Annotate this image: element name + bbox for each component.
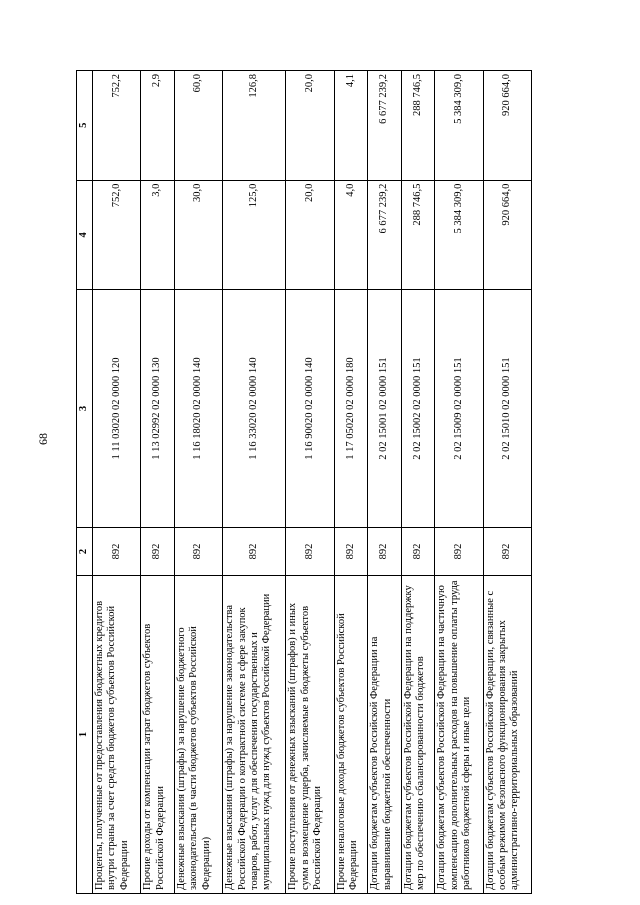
table-row bbox=[286, 71, 334, 894]
amount-col4-cell: 3,0 bbox=[141, 180, 174, 290]
classification-code-cell: 1 11 03020 02 0000 120 bbox=[93, 290, 141, 528]
amount-col4-cell: 20,0 bbox=[286, 180, 334, 290]
classification-code-cell: 2 02 15002 02 0000 151 bbox=[401, 290, 434, 528]
admin-code-cell: 892 bbox=[334, 527, 367, 575]
admin-code-cell: 892 bbox=[141, 527, 174, 575]
table-row bbox=[174, 71, 222, 894]
amount-col5-cell: 20,0 bbox=[286, 71, 334, 181]
amount-col4-cell: 4,0 bbox=[334, 180, 367, 290]
amount-col5-cell: 126,8 bbox=[223, 71, 286, 181]
amount-col5-cell: 5 384 309,0 bbox=[435, 71, 483, 181]
amount-col4-cell: 6 677 239,2 bbox=[368, 180, 401, 290]
revenue-name-cell: Денежные взыскания (штрафы) за нарушение законодательства Российской Федерации о контрактной системе в сфере закупок товаров, работ, услуг для обеспечения государственных и муниципальных нужд для нужд субъектов Российской Федерации bbox=[223, 576, 286, 894]
table-row bbox=[435, 71, 483, 894]
header-col-5: 5 bbox=[77, 71, 93, 181]
table-header-row bbox=[77, 71, 93, 894]
amount-col5-cell: 752,2 bbox=[93, 71, 141, 181]
amount-col5-cell: 920 664,0 bbox=[483, 71, 531, 181]
classification-code-cell: 1 16 90020 02 0000 140 bbox=[286, 290, 334, 528]
revenue-name-cell: Денежные взыскания (штрафы) за нарушение бюджетного законодательства (в части бюджетов субъектов Российской Федерации) bbox=[174, 576, 222, 894]
admin-code-cell: 892 bbox=[93, 527, 141, 575]
amount-col5-cell: 288 746,5 bbox=[401, 71, 434, 181]
classification-code-cell: 1 17 05020 02 0000 180 bbox=[334, 290, 367, 528]
table-row bbox=[401, 71, 434, 894]
budget-revenue-table bbox=[76, 70, 532, 894]
amount-col5-cell: 60,0 bbox=[174, 71, 222, 181]
classification-code-cell: 1 16 18020 02 0000 140 bbox=[174, 290, 222, 528]
revenue-name-cell: Дотации бюджетам субъектов Российской Федерации на частичную компенсацию дополнительных расходов на повышение оплаты труда работников бюджетной сферы и иные цели bbox=[435, 576, 483, 894]
amount-col4-cell: 920 664,0 bbox=[483, 180, 531, 290]
table-row bbox=[483, 71, 531, 894]
table-row bbox=[141, 71, 174, 894]
revenue-name-cell: Дотации бюджетам субъектов Российской Федерации, связанные с особым режимом безопасного функционирования закрытых административно-территориальных образований bbox=[483, 576, 531, 894]
table-row bbox=[223, 71, 286, 894]
amount-col4-cell: 5 384 309,0 bbox=[435, 180, 483, 290]
admin-code-cell: 892 bbox=[174, 527, 222, 575]
amount-col5-cell: 6 677 239,2 bbox=[368, 71, 401, 181]
rotated-table-container bbox=[76, 70, 532, 894]
amount-col4-cell: 752,0 bbox=[93, 180, 141, 290]
classification-code-cell: 1 16 33020 02 0000 140 bbox=[223, 290, 286, 528]
amount-col5-cell: 2,9 bbox=[141, 71, 174, 181]
revenue-name-cell: Прочие доходы от компенсации затрат бюджетов субъектов Российской Федерации bbox=[141, 576, 174, 894]
amount-col4-cell: 125,0 bbox=[223, 180, 286, 290]
table-row bbox=[368, 71, 401, 894]
admin-code-cell: 892 bbox=[286, 527, 334, 575]
admin-code-cell: 892 bbox=[483, 527, 531, 575]
header-col-3: 3 bbox=[77, 290, 93, 528]
page-number: 68 bbox=[36, 433, 50, 445]
table-row bbox=[93, 71, 141, 894]
amount-col4-cell: 288 746,5 bbox=[401, 180, 434, 290]
admin-code-cell: 892 bbox=[435, 527, 483, 575]
classification-code-cell: 2 02 15009 02 0000 151 bbox=[435, 290, 483, 528]
classification-code-cell: 1 13 02992 02 0000 130 bbox=[141, 290, 174, 528]
table-row bbox=[334, 71, 367, 894]
admin-code-cell: 892 bbox=[368, 527, 401, 575]
classification-code-cell: 2 02 15010 02 0000 151 bbox=[483, 290, 531, 528]
amount-col4-cell: 30,0 bbox=[174, 180, 222, 290]
header-col-2: 2 bbox=[77, 527, 93, 575]
admin-code-cell: 892 bbox=[401, 527, 434, 575]
revenue-name-cell: Прочие поступления от денежных взысканий (штрафов) и иных сумм в возмещение ущерба, зачисляемые в бюджеты субъектов Российской Федерации bbox=[286, 576, 334, 894]
classification-code-cell: 2 02 15001 02 0000 151 bbox=[368, 290, 401, 528]
revenue-name-cell: Прочие неналоговые доходы бюджетов субъектов Российской Федерации bbox=[334, 576, 367, 894]
header-col-1: 1 bbox=[77, 576, 93, 894]
revenue-name-cell: Проценты, полученные от предоставления бюджетных кредитов внутри страны за счет средств бюджетов субъектов Российской Федерации bbox=[93, 576, 141, 894]
admin-code-cell: 892 bbox=[223, 527, 286, 575]
header-col-4: 4 bbox=[77, 180, 93, 290]
amount-col5-cell: 4,1 bbox=[334, 71, 367, 181]
revenue-name-cell: Дотации бюджетам субъектов Российской Федерации на поддержку мер по обеспечению сбалансированности бюджетов bbox=[401, 576, 434, 894]
revenue-name-cell: Дотации бюджетам субъектов Российской Федерации на выравнивание бюджетной обеспеченности bbox=[368, 576, 401, 894]
